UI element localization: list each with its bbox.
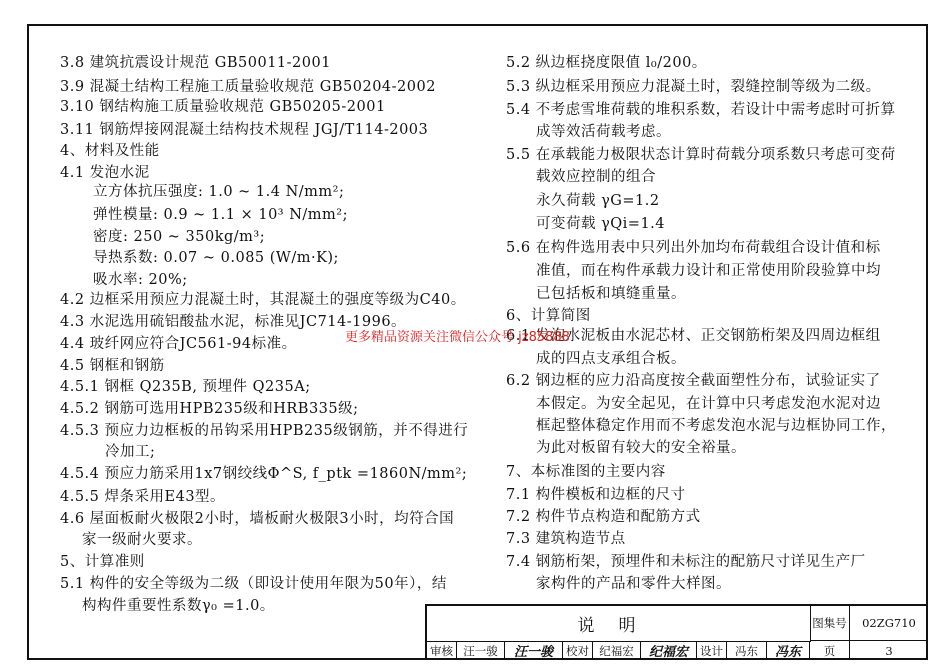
text-line: 3.11 钢筋焊接网混凝土结构技术规程 JGJ/T114-2003 [60, 122, 429, 138]
text-line: 4.2 边框采用预应力混凝土时，其混凝土的强度等级为C40。 [60, 292, 466, 308]
text-line: 3.8 建筑抗震设计规范 GB50011-2001 [60, 55, 331, 71]
checker-signature: 纪福宏 [641, 641, 697, 660]
text-line: 5.5 在承载能力极限状态计算时荷载分项系数只考虑可变荷 [506, 147, 896, 163]
text-line: 成的四点支承组合板。 [536, 351, 686, 367]
text-line: 可变荷载 γQi=1.4 [536, 216, 666, 232]
text-line: 5.4 不考虑雪堆荷载的堆积系数，若设计中需考虑时可折算 [506, 102, 896, 118]
text-line: 成等效活荷载考虑。 [536, 124, 671, 140]
page-number: 3 [885, 643, 893, 658]
text-line: 已包括板和填缝重量。 [536, 286, 686, 302]
text-line: 4.4 玻纤网应符合JC561-94标准。 [60, 336, 297, 352]
designer-signature: 冯东 [767, 641, 810, 660]
text-line: 6.1 发泡水泥板由水泥芯材、正交钢筋桁架及四周边框组 [506, 328, 881, 344]
text-line: 4.5.5 焊条采用E43型。 [60, 489, 226, 505]
reviewer-name: 汪一骏 [457, 641, 505, 660]
text-line: 7.1 构件模板和边框的尺寸 [506, 487, 686, 503]
text-line: 本假定。为安全起见，在计算中只考虑发泡水泥对边 [536, 396, 881, 412]
text-line: 载效应控制的组合 [536, 169, 656, 185]
text-line: 4.3 水泥选用硫铝酸盐水泥，标准见JC714-1996。 [60, 314, 407, 330]
title-block [425, 604, 928, 660]
reviewer-signature: 汪一骏 [505, 641, 563, 660]
text-line: 4.5.4 预应力筋采用1x7钢绞线Φ^S, f_ptk =1860N/mm²; [60, 466, 468, 482]
section-heading: 7、本标准图的主要内容 [506, 464, 666, 480]
text-line: 家构件的产品和零件大样图。 [536, 576, 731, 592]
text-line: 导热系数: 0.07 ~ 0.085 (W/m·K); [93, 250, 339, 266]
text-line: 4.5.3 预应力边框板的吊钩采用HPB235级钢筋，并不得进行 [60, 423, 469, 439]
text-line: 永久荷载 γG=1.2 [536, 193, 660, 209]
text-line: 弹性模量: 0.9 ~ 1.1 × 10³ N/mm²; [93, 207, 348, 223]
atlas-number: 02ZG710 [850, 606, 928, 641]
atlas-label: 图集号 [810, 606, 850, 641]
section-heading: 5、计算准则 [60, 554, 145, 570]
text-line: 为此对板留有较大的安全裕量。 [536, 440, 746, 456]
checker-name: 纪福宏 [593, 641, 641, 660]
section-heading: 6、计算简图 [506, 308, 591, 324]
design-label: 设计 [697, 641, 727, 660]
review-label: 审核 [427, 641, 457, 660]
text-line: 4.1 发泡水泥 [60, 165, 150, 181]
text-line: 框起整体稳定作用而不考虑发泡水泥与边框协同工作， [536, 418, 896, 434]
text-line: 7.4 钢筋桁架，预埋件和未标注的配筋尺寸详见生产厂 [506, 554, 866, 570]
watermark-text: 更多精品资源关注微信公众号 jz85888 [345, 330, 570, 345]
text-line: 吸水率: 20%; [93, 272, 188, 288]
designer-name: 冯东 [727, 641, 767, 660]
text-line: 7.2 构件节点构造和配筋方式 [506, 509, 701, 525]
text-line: 4.5.2 钢筋可选用HPB235级和HRB335级; [60, 401, 359, 417]
check-label: 校对 [563, 641, 593, 660]
text-line: 5.1 构件的安全等级为二级（即设计使用年限为50年），结 [60, 576, 447, 592]
text-line: 冷加工; [105, 444, 156, 460]
text-line: 4.5.1 钢框 Q235B, 预埋件 Q235A; [60, 379, 311, 395]
page-label: 页 [810, 641, 850, 660]
text-line: 6.2 钢边框的应力沿高度按全截面塑性分布，试验证实了 [506, 373, 881, 389]
text-line: 4.5 钢框和钢筋 [60, 358, 165, 374]
text-line: 5.2 纵边框挠度限值 l₀/200。 [506, 55, 707, 71]
text-line: 准值，而在构件承载力设计和正常使用阶段验算中均 [536, 263, 881, 279]
text-line: 3.10 钢结构施工质量验收规范 GB50205-2001 [60, 99, 386, 115]
text-line: 5.6 在构件选用表中只列出外加均布荷载组合设计值和标 [506, 240, 881, 256]
text-line: 构构件重要性系数γ₀ =1.0。 [82, 598, 275, 614]
section-heading: 4、材料及性能 [60, 143, 160, 159]
text-line: 立方体抗压强度: 1.0 ~ 1.4 N/mm²; [93, 184, 345, 200]
text-line: 7.3 建筑构造节点 [506, 531, 626, 547]
text-line: 家一级耐火要求。 [82, 532, 202, 548]
drawing-title: 说明 [427, 606, 811, 642]
text-line: 4.6 屋面板耐火极限2小时，墙板耐火极限3小时，均符合国 [60, 511, 455, 527]
text-line: 5.3 纵边框采用预应力混凝土时，裂缝控制等级为二级。 [506, 79, 881, 95]
text-line: 密度: 250 ~ 350kg/m³; [93, 229, 266, 245]
text-line: 3.9 混凝土结构工程施工质量验收规范 GB50204-2002 [60, 79, 436, 95]
